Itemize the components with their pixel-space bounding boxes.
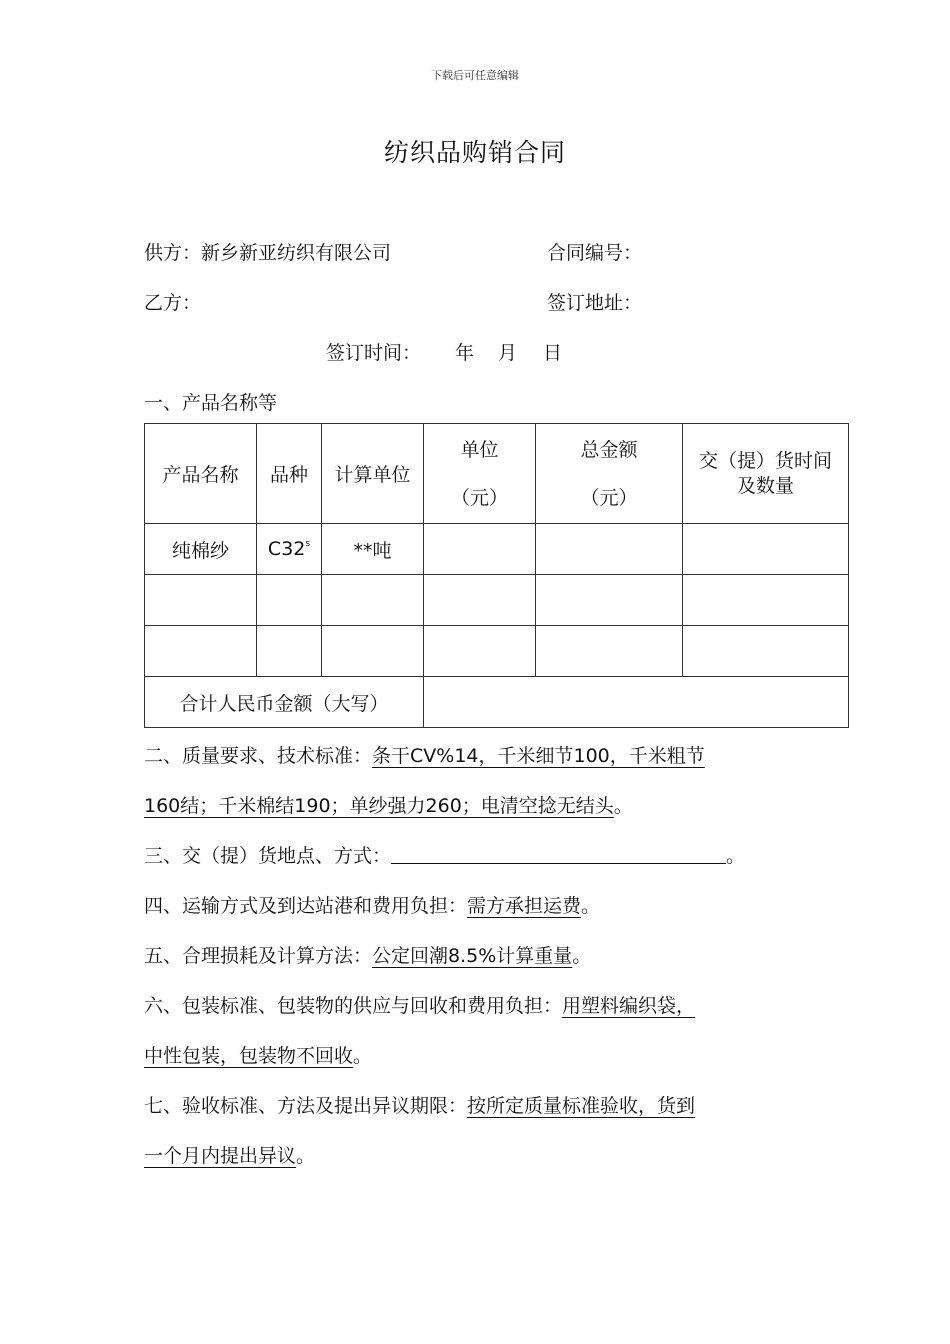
clause-7-value-1: 按所定质量标准验收，货到 — [467, 1095, 696, 1117]
header-note: 下载后可任意编辑 — [431, 69, 519, 82]
cell-empty — [322, 575, 424, 626]
clause-6-value-1: 用塑料编织袋， — [562, 995, 696, 1017]
header-unit: 计算单位 — [322, 424, 424, 524]
period: 。 — [572, 945, 592, 967]
clause-7-label: 七、验收标准、方法及提出异议期限： — [144, 1095, 468, 1117]
cell-empty — [683, 575, 849, 626]
header-unit-price-l1: 单位 — [460, 438, 499, 461]
cell-empty — [145, 626, 257, 677]
clause-2-label: 二、质量要求、技术标准： — [144, 745, 373, 767]
section1-title: 一、产品名称等 — [144, 392, 278, 414]
cell-empty — [683, 524, 849, 575]
clause-4-value: 需方承担运费 — [467, 895, 582, 917]
cell-variety-text: C32 — [267, 538, 306, 560]
clause-5-label: 五、合理损耗及计算方法： — [144, 945, 373, 967]
clause-6-cont — [144, 1041, 372, 1068]
product-table — [144, 423, 849, 728]
page-title: 纺织品购销合同 — [383, 138, 566, 167]
cell-product-name: 纯棉纱 — [145, 524, 257, 575]
clause-3 — [144, 841, 745, 868]
sign-year: 年 — [455, 342, 475, 364]
cell-empty — [536, 626, 683, 677]
clause-7-value-2: 一个月内提出异议 — [144, 1145, 297, 1167]
header-product-name: 产品名称 — [145, 424, 257, 524]
total-label: 合计人民币金额（大写） — [145, 677, 424, 728]
period: 。 — [613, 795, 633, 817]
clause-7 — [144, 1091, 695, 1118]
supplier-line: 供方：新乡新亚纺织有限公司 — [144, 242, 392, 264]
cell-empty — [424, 575, 536, 626]
header-variety: 品种 — [257, 424, 322, 524]
clause-4 — [144, 891, 600, 918]
cell-empty — [257, 575, 322, 626]
header-delivery — [683, 424, 849, 524]
contract-no-line: 合同编号： — [547, 242, 643, 264]
header-delivery-l2: 及数量 — [736, 474, 794, 497]
table-row — [145, 626, 849, 677]
sign-day: 日 — [543, 342, 563, 364]
cell-empty — [257, 626, 322, 677]
cell-empty — [322, 626, 424, 677]
cell-variety-sup: s — [305, 539, 311, 549]
clause-2-cont — [144, 791, 633, 818]
cell-empty — [424, 626, 536, 677]
header-unit-price — [424, 424, 536, 524]
clause-6-label: 六、包装标准、包装物的供应与回收和费用负担： — [144, 995, 563, 1017]
total-value — [424, 677, 849, 728]
sign-time-line — [326, 338, 562, 365]
clause-4-label: 四、运输方式及到达站港和费用负担： — [144, 895, 468, 917]
table-row — [145, 575, 849, 626]
cell-empty — [536, 575, 683, 626]
cell-variety — [257, 524, 322, 575]
cell-unit: **吨 — [322, 524, 424, 575]
clause-6 — [144, 991, 695, 1018]
header-total-l2: （元） — [580, 486, 638, 509]
clause-3-blank — [391, 845, 726, 864]
clause-3-label: 三、交（提）货地点、方式： — [144, 845, 392, 867]
cell-empty — [145, 575, 257, 626]
table-row — [145, 524, 849, 575]
header-unit-price-l2: （元） — [450, 486, 508, 509]
clause-2-value-1: 条干CV%14，千米细节100，千米粗节 — [372, 745, 705, 767]
table-header-row — [145, 424, 849, 524]
clause-5-value: 公定回潮8.5%计算重量 — [372, 945, 573, 967]
cell-empty — [424, 524, 536, 575]
cell-empty — [683, 626, 849, 677]
header-delivery-l1: 交（提）货时间 — [698, 449, 832, 472]
cell-empty — [536, 524, 683, 575]
period: 。 — [581, 895, 601, 917]
period: 。 — [353, 1045, 373, 1067]
clause-7-cont — [144, 1141, 315, 1168]
period: 。 — [296, 1145, 316, 1167]
header-total-l1: 总金额 — [580, 438, 638, 461]
clause-2 — [144, 741, 705, 768]
total-row — [145, 677, 849, 728]
sign-time-label: 签订时间： — [326, 342, 422, 364]
clause-6-value-2: 中性包装，包装物不回收 — [144, 1045, 354, 1067]
header-total — [536, 424, 683, 524]
sign-month: 月 — [498, 342, 518, 364]
buyer-line: 乙方： — [144, 292, 202, 314]
clause-2-value-2: 160结；千米棉结190；单纱强力260；电清空捻无结头 — [144, 795, 614, 817]
clause-5 — [144, 941, 591, 968]
sign-place-line: 签订地址： — [547, 292, 643, 314]
period: 。 — [726, 845, 746, 867]
